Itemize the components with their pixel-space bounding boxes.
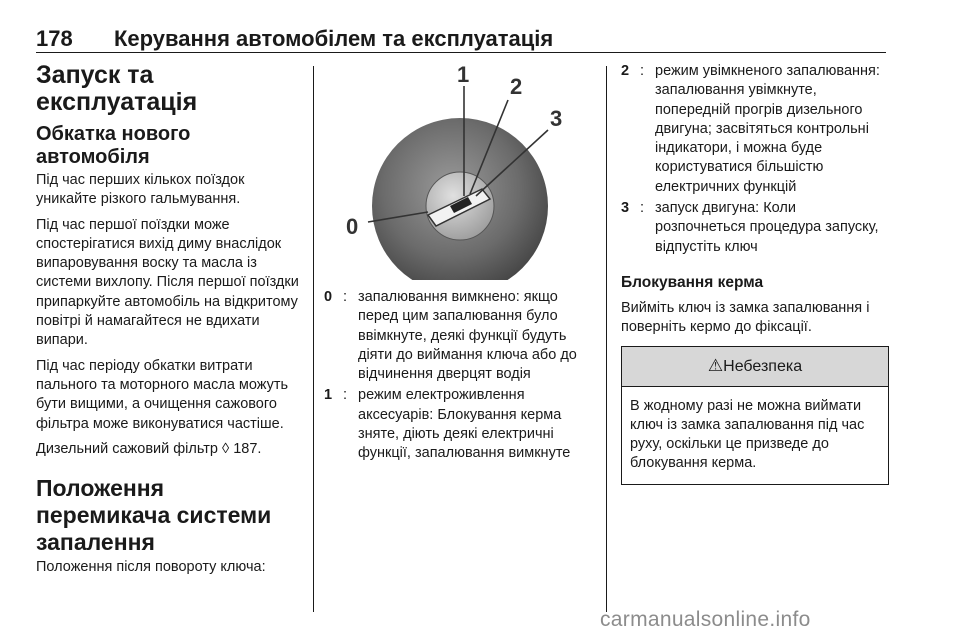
position-text: запуск двигуна: Коли розпочнеться процедура запуску, відпустіть ключ <box>655 200 879 255</box>
position-key: 2 <box>621 63 630 79</box>
position-separator: : <box>640 63 645 79</box>
figure-label-3: 3 <box>550 106 563 131</box>
warning-box <box>621 346 889 485</box>
subsection-title-ignition: Положення перемикача системи запалення <box>36 475 272 556</box>
warning-text: В жодному разі не можна виймати ключ із замка запалювання під час руху, оскільки це призведе до блокування керма. <box>630 397 865 472</box>
ignition-switch-icon <box>324 62 592 280</box>
warning-triangle-icon: ⚠ <box>707 355 724 375</box>
position-key: 3 <box>621 200 630 217</box>
position-item <box>621 62 889 197</box>
figure-label-0: 0 <box>346 214 359 239</box>
paragraph: Під час періоду обкатки витрати пального та моторного масла можуть бути вищими, а очищення сажового фільтра може виконуватися частіше. <box>36 357 289 432</box>
column-1 <box>36 62 304 583</box>
header-rule <box>36 52 886 53</box>
header-title: Керування автомобілем та експлуатація <box>114 26 554 51</box>
paragraph: Положення після повороту ключа: <box>36 559 266 576</box>
position-item <box>621 199 889 257</box>
paragraph: Під час перших кількох поїздок уникайте різкого гальмування. <box>36 172 245 208</box>
watermark: carmanualsonline.info <box>600 608 811 631</box>
paragraph-reference: Дизельний сажовий фільтр ◊ 187. <box>36 440 262 457</box>
ignition-switch-figure <box>324 62 592 280</box>
position-text: запалювання вимкнено: якщо перед цим запалювання було ввімкнуте, деякі функції будуть діяти до виймання ключа або до відчинення дверцят водія <box>358 289 577 383</box>
column-divider-2 <box>606 66 607 612</box>
position-key: 1 <box>324 387 333 404</box>
column-2 <box>324 62 592 466</box>
position-key: 0 <box>324 289 333 305</box>
page-number: 178 <box>36 26 73 51</box>
position-separator: : <box>343 289 348 305</box>
position-item <box>324 288 592 384</box>
warning-title: Небезпека <box>723 357 803 375</box>
column-divider-1 <box>313 66 314 612</box>
subsection-title-break-in: Обкатка нового автомобіля <box>36 123 191 168</box>
figure-label-1: 1 <box>457 62 470 87</box>
steering-lock-text: Вийміть ключ із замка запалювання і поверніть кермо до фіксації. <box>621 299 870 336</box>
position-item <box>324 386 592 463</box>
paragraph: Під час першої поїздки може спостерігатися вихід диму внаслідок випаровування воску та масла із системи вихлопу. Після першої поїздки припаркуйте автомобіль на відкритому повітрі й намагайтеся не вдихати випари. <box>36 216 299 349</box>
position-text: режим увімкненого запалювання: запалювання увімкнуте, попередній прогрів дизельного двигуна; засвітяться контрольні індикатори, і можна буде користуватися більшістю електричних функцій <box>655 63 880 195</box>
position-separator: : <box>343 387 348 404</box>
figure-label-2: 2 <box>510 74 523 99</box>
position-text: режим електроживлення аксесуарів: Блокування керма зняте, діють деякі електричні функції, запалювання вимкнуте <box>358 387 571 462</box>
steering-lock-title: Блокування керма <box>621 273 764 291</box>
position-separator: : <box>640 200 645 217</box>
warning-header <box>622 347 888 387</box>
section-title: Запуск та експлуатація <box>36 61 198 116</box>
position-list-continued <box>621 62 889 257</box>
column-3 <box>621 62 889 485</box>
position-list <box>324 288 592 464</box>
